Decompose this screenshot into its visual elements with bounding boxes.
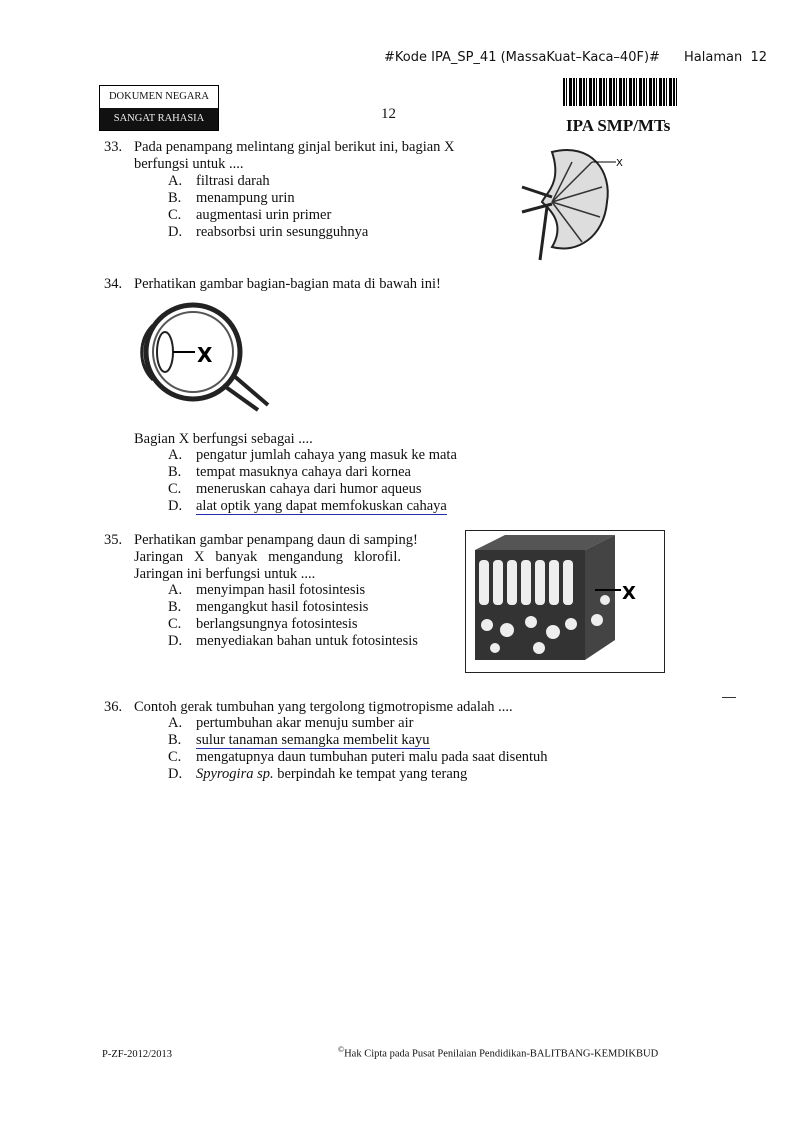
option-a[interactable]: A. pertumbuhan akar menuju sumber air — [168, 715, 414, 731]
option-d-marked[interactable]: D. alat optik yang dapat memfokuskan cahaya — [168, 498, 447, 514]
option-c[interactable]: C. augmentasi urin primer — [168, 207, 332, 223]
leaf-cross-section-figure — [465, 530, 666, 674]
option-a[interactable]: A. pengatur jumlah cahaya yang masuk ke mata — [168, 447, 457, 463]
kidney-figure — [512, 142, 632, 262]
option-c[interactable]: C. mengatupnya daun tumbuhan puteri malu pada saat disentuh — [168, 749, 548, 765]
option-d[interactable]: D. Spyrogira sp. berpindah ke tempat yang terang — [168, 766, 468, 782]
margin-mark — [722, 697, 736, 698]
question-text: Contoh gerak tumbuhan yang tergolong tigmotropisme adalah .... — [134, 699, 513, 715]
document-classification-box — [99, 85, 219, 131]
question-text: berfungsi untuk .... — [134, 156, 244, 172]
question-text: Pada penampang melintang ginjal berikut ini, bagian X — [134, 139, 455, 155]
option-b[interactable]: B. menampung urin — [168, 190, 295, 206]
question-text: Jaringan X banyak mengandung klorofil. — [134, 549, 401, 565]
option-b[interactable]: B. mengangkut hasil fotosintesis — [168, 599, 369, 615]
header-page: Halaman 12 — [684, 50, 768, 65]
option-a[interactable]: A. menyimpan hasil fotosintesis — [168, 582, 366, 598]
question-text: Jaringan ini berfungsi untuk .... — [134, 566, 316, 582]
question-number: 36. — [104, 699, 123, 715]
svg-text:X: X — [197, 343, 213, 367]
svg-text:X: X — [622, 583, 636, 604]
question-number: 35. — [104, 532, 123, 548]
barcode — [563, 78, 679, 106]
svg-text:X: X — [616, 158, 623, 169]
doc-box-bottom: SANGAT RAHASIA — [100, 108, 218, 130]
option-d[interactable]: D. menyediakan bahan untuk fotosintesis — [168, 633, 418, 649]
center-page-number: 12 — [381, 106, 396, 122]
question-number: 34. — [104, 276, 123, 292]
question-prompt: Bagian X berfungsi sebagai .... — [134, 431, 313, 447]
doc-box-top: DOKUMEN NEGARA — [108, 91, 210, 102]
eye-figure — [133, 300, 283, 412]
option-c[interactable]: C. meneruskan cahaya dari humor aqueus — [168, 481, 422, 497]
question-text: Perhatikan gambar bagian-bagian mata di bawah ini! — [134, 276, 441, 292]
header-code: #Kode IPA_SP_41 (MassaKuat–Kaca–40F)# — [384, 50, 660, 65]
option-d[interactable]: D. reabsorbsi urin sesungguhnya — [168, 224, 369, 240]
option-a[interactable]: A. filtrasi darah — [168, 173, 270, 189]
subject-title: IPA SMP/MTs — [566, 116, 671, 135]
option-b-marked[interactable]: B. sulur tanaman semangka membelit kayu — [168, 732, 430, 748]
question-number: 33. — [104, 139, 123, 155]
footer-code: P-ZF-2012/2013 — [102, 1049, 173, 1060]
footer-copyright: ©Hak Cipta pada Pusat Penilaian Pendidikan-BALITBANG-KEMDIKBUD — [338, 1045, 659, 1060]
option-b[interactable]: B. tempat masuknya cahaya dari kornea — [168, 464, 411, 480]
option-c[interactable]: C. berlangsungnya fotosintesis — [168, 616, 358, 632]
question-text: Perhatikan gambar penampang daun di samping! — [134, 532, 418, 548]
